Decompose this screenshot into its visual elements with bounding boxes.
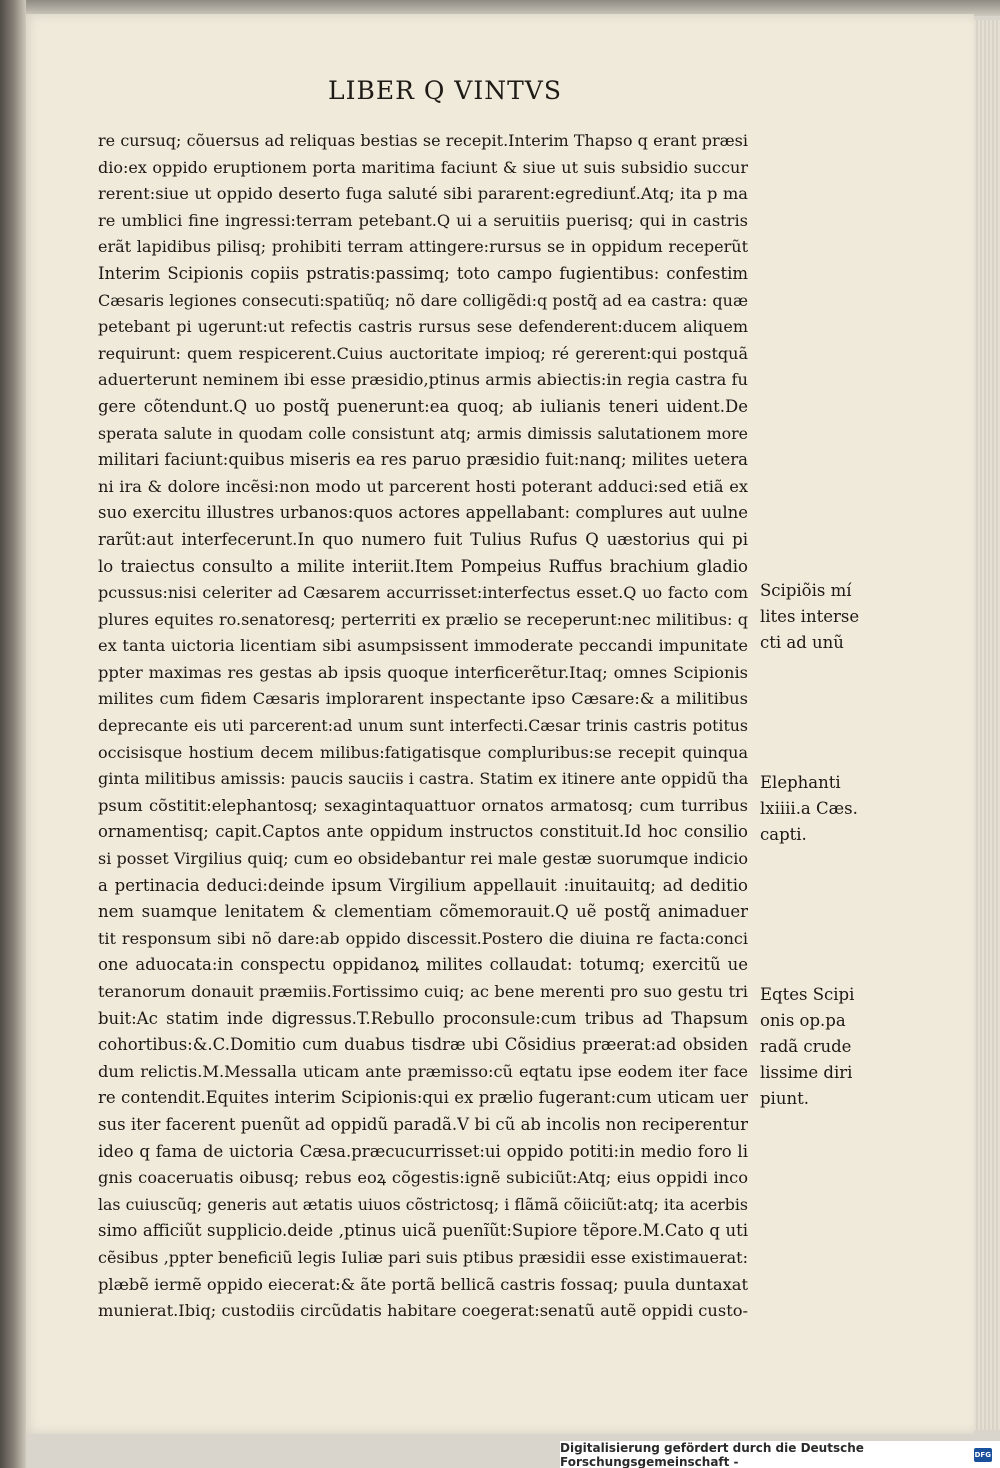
text-line: militari faciunt:quibus miseris ea res paruo præsidio fuit:nanq; milites uetera (98, 450, 748, 470)
text-line: Cæsaris legiones consecuti:spatiũq; nõ dare colligẽdi:q postq̃ ad ea castra: quæ (98, 290, 748, 310)
text-line: teranorum donauit præmiis.Fortissimo cuiq; ac bene merenti pro suo gestu tri (98, 982, 748, 1001)
text-line: a pertinacia deduci:deinde ipsum Virgilium appellauit :inuitauitq; ad deditio (98, 875, 748, 895)
text-line: Interim Scipionis copiis pstratis:passimq; toto campo fugientibus: confestim (98, 263, 748, 283)
text-line: re umblici fine ingressi:terram petebant.Q ui a seruitiis puerisq; qui in castris (98, 210, 748, 230)
text-line: nem suamque lenitatem & clementiam cõmemorauit.Q uẽ postq̃ animaduer (98, 902, 748, 922)
text-line: buit:Ac statim inde digressus.T.Rebullo proconsule:cum tribus ad Thapsum (98, 1008, 748, 1028)
text-line: pcussus:nisi celeriter ad Cæsarem accurrisset:interfectus esset.Q uo facto com (98, 583, 748, 603)
text-line: dio:ex oppido eruptionem porta maritima faciunt & siue ut suis subsidio succur (98, 157, 748, 177)
margin-note-line: lxiiii.a Cæs. (760, 799, 858, 818)
dfg-logo-text: DFG (974, 1450, 991, 1459)
margin-note-line: lissime diri (760, 1063, 853, 1082)
text-line: plures equites ro.senatoresq; perterriti ex prælio se receperunt:nec militibus: q (98, 609, 748, 629)
text-line: tit responsum sibi nõ dare:ab oppido discessit.Postero die diuina re facta:conci (98, 928, 748, 948)
body-text (98, 128, 748, 1325)
text-line: suo exercitu illustres urbanos:quos actores appellabant: complures aut uulne (98, 503, 748, 523)
margin-note-line: radã crude (760, 1037, 852, 1056)
margin-note-line: capti. (760, 825, 807, 844)
margin-note-line: piunt. (760, 1089, 809, 1108)
text-line: deprecante eis uti parcerent:ad unum sunt interfecti.Cæsar trinis castris potitus (98, 716, 748, 736)
margin-note-line: Elephanti (760, 773, 841, 792)
text-line: re cursuq; cõuersus ad reliquas bestias se recepit.Interim Thapso q erant præsi (98, 131, 748, 150)
text-line: sperata salute in quodam colle consistunt atq; armis dimissis salutationem more (98, 423, 748, 443)
text-line: sus iter facerent puenũt ad oppidũ paradã.V bi cũ ab incolis non reciperentur (98, 1114, 748, 1134)
text-line: erãt lapidibus pilisq; prohibiti terram attingere:rursus se in oppidum receperũt (98, 237, 748, 257)
text-line: petebant pi ugerunt:ut refectis castris rursus sese defenderent:ducem aliquem (98, 317, 748, 337)
book-gutter (0, 0, 26, 1468)
margin-note-line: lites interse (760, 607, 860, 626)
credit-text: Digitalisierung gefördert durch die Deutsche Forschungsgemeinschaft - (560, 1440, 864, 1468)
margin-note-2 (760, 770, 858, 848)
text-line: cohortibus:&.C.Domitio cum duabus tisdræ ubi Cõsidius præerat:ad obsiden (98, 1035, 748, 1055)
text-line: one aduocata:in conspectu oppidanoꝝ milites collaudat: totumq; exercitũ ue (98, 955, 748, 975)
margin-note-1 (760, 578, 859, 656)
text-line: rarũt:aut interfecerunt.In quo numero fuit Tulius Rufus Q uæstorius qui pi (98, 529, 748, 549)
text-line: cẽsibus ,ppter beneficiũ legis Iuliæ pari suis ptibus præsidii esse existimauerat: (98, 1247, 748, 1267)
text-line: plæbẽ iermẽ oppido eiecerat:& ãte portã bellicã castris fossaq; puula duntaxat (98, 1274, 748, 1294)
text-line: dum relictis.M.Messalla uticam ante præmisso:cũ eqtatu ipse eodem iter face (98, 1061, 748, 1081)
text-line: rerent:siue ut oppido deserto fuga saluté sibi pararent:egrediunť.Atq; ita p ma (98, 184, 748, 204)
text-line: gnis coaceruatis oibusq; rebus eoꝝ cõgestis:ignẽ subiciũt:Atq; eius oppidi inco (98, 1168, 748, 1188)
text-line: ni ira & dolore incẽsi:non modo ut parcerent hosti poterant adduci:sed etiã ex (98, 476, 748, 496)
margin-note-line: cti ad unũ (760, 633, 844, 652)
text-line: requirunt: quem respicerent.Cuius auctoritate impioq; ré gererent:qui postquã (98, 343, 748, 363)
text-line: milites cum fidem Cæsaris implorarent inspectante ipso Cæsare:& a militibus (98, 689, 748, 709)
text-line: ginta militibus amissis: paucis sauciis i castra. Statim ex itinere ante oppidũ tha (98, 769, 748, 789)
text-line: ornamentisq; capit.Captos ante oppidum instructos constituit.Id hoc consilio (98, 822, 748, 842)
text-line: lo traiectus consulto a milite interiit.Item Pompeius Ruffus brachium gladio (98, 556, 748, 576)
page-header: LIBER Q VINTVS (328, 76, 562, 105)
text-line: las cuiuscũq; generis aut ætatis uiuos cõstrictosq; i flãmã cõiiciũt:atq; ita acerbis (98, 1194, 748, 1214)
text-line: ideo q fama de uictoria Cæsa.præcucurrisset:ui oppido potiti:in medio foro li (98, 1141, 748, 1161)
margin-note-line: Eqtes Scipi (760, 985, 855, 1004)
margin-note-line: onis op.pa (760, 1011, 846, 1030)
credit-bar (560, 1441, 1000, 1468)
text-line: occisisque hostium decem milibus:fatigatisque compluribus:se recepit quinqua (98, 742, 748, 762)
text-line: gere cõtendunt.Q uo postq̃ puenerunt:ea quoq; ab iulianis teneri uident.De (98, 396, 748, 416)
text-line: psum cõstitit:elephantosq; sexagintaquattuor ornatos armatosq; cum turribus (98, 795, 748, 815)
margin-note-3 (760, 982, 854, 1112)
text-line: ex tanta uictoria licentiam sibi asumpsissent immoderate peccandi impunitate (98, 636, 748, 656)
text-line: re contendit.Equites interim Scipionis:qui ex prælio fugerant:cum uticam uer (98, 1088, 748, 1108)
text-line: ppter maximas res gestas ab ipsis quoque interficerẽtur.Itaq; omnes Scipionis (98, 662, 748, 682)
text-line: aduerterunt neminem ibi esse præsidio,ptinus armis abiectis:in regia castra fu (98, 370, 748, 390)
margin-note-line: Scipiõis mí (760, 581, 852, 600)
text-line: simo afficiũt supplicio.deide ,ptinus uicã puenĩũt:Supiore tẽpore.M.Cato q uti (98, 1221, 748, 1241)
text-line: si posset Virgilius quiq; cum eo obsidebantur rei male gestæ suorumque indicio (98, 849, 748, 869)
dfg-logo (974, 1448, 992, 1462)
text-line: munierat.Ibiq; custodiis circũdatis habitare coegerat:senatũ autẽ oppidi custo- (98, 1301, 748, 1321)
book-page-edges (974, 20, 1000, 1430)
